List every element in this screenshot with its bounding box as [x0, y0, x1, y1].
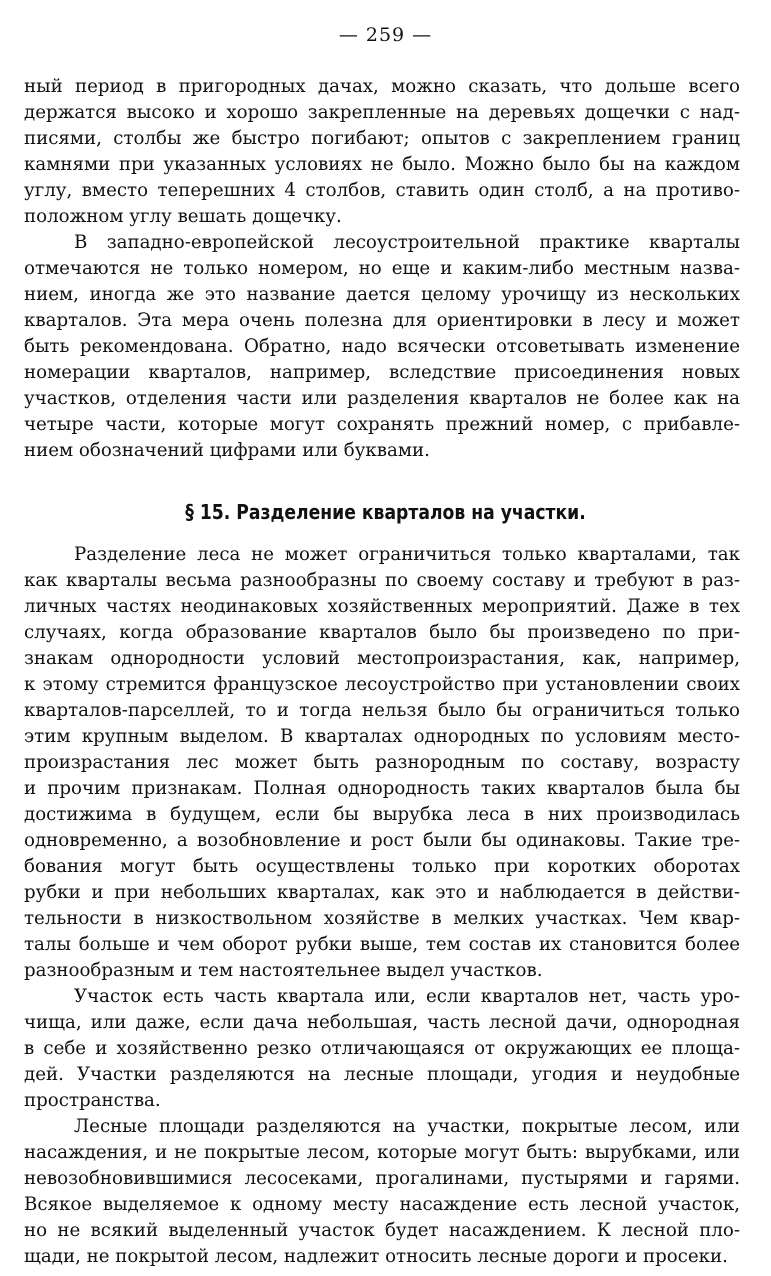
- text-line: достижима в будущем, если бы вырубка леса в них производилась: [24, 804, 740, 825]
- text-line: отмечаются не только номером, но еще и каким-либо местным назва-: [24, 258, 740, 279]
- text-line: участков, отделения части или разделения кварталов не более как на: [24, 388, 740, 409]
- text-line: держатся высоко и хорошо закрепленные на деревьях дощечки с над-: [24, 102, 740, 123]
- text-line: знакам однородности условий местопроизрастания, как, например,: [24, 648, 740, 669]
- paragraph: [24, 230, 740, 464]
- text-line: Всякое выделяемое к одному месту насаждение есть лесной участок,: [24, 1194, 740, 1215]
- text-line: личных частях неодинаковых хозяйственных мероприятий. Даже в тех: [24, 596, 740, 617]
- text-line: писями, столбы же быстро погибают; опытов с закреплением границ: [24, 128, 740, 149]
- text-line: номерации кварталов, например, вследствие присоединения новых: [24, 362, 740, 383]
- text-line: пространства.: [24, 1090, 161, 1111]
- text-line: нием обозначений цифрами или буквами.: [24, 440, 430, 461]
- text-line: нием, иногда же это название дается целому урочищу из нескольких: [24, 284, 740, 305]
- text-line: кварталов. Эта мера очень полезна для ориентировки в лесу и может: [24, 310, 740, 331]
- text-line: камнями при указанных условиях не было. Можно было бы на каждом: [24, 154, 740, 175]
- text-line: в себе и хозяйственно резко отличающаяся от окружающих ее площа-: [24, 1038, 740, 1059]
- text-line: тельности в низкоствольном хозяйстве в мелких участках. Чем квар-: [24, 908, 740, 929]
- text-line: но не всякий выделенный участок будет насаждением. К лесной пло-: [24, 1220, 740, 1241]
- text-line: рубки и при небольших кварталах, как это и наблюдается в действи-: [24, 882, 740, 903]
- paragraph: [24, 1114, 740, 1270]
- text-block-bottom: [24, 542, 740, 1270]
- text-line: бования могут быть осуществлены только при коротких оборотах: [24, 856, 740, 877]
- text-line: дей. Участки разделяются на лесные площади, угодия и неудобные: [24, 1064, 740, 1085]
- text-line: и прочим признакам. Полная однородность таких кварталов была бы: [24, 778, 740, 799]
- text-line: щади, не покрытой лесом, надлежит относить лесные дороги и просеки.: [24, 1246, 728, 1267]
- text-line: случаях, когда образование кварталов было бы произведено по при-: [24, 622, 740, 643]
- text-line: чища, или даже, если дача небольшая, часть лесной дачи, однородная: [24, 1012, 740, 1033]
- text-line: углу, вместо теперешних 4 столбов, ставить один столб, а на противо-: [24, 180, 740, 201]
- text-line: как кварталы весьма разнообразны по своему составу и требуют в раз-: [24, 570, 740, 591]
- text-line: Разделение леса не может ограничиться только кварталами, так: [74, 544, 740, 565]
- text-line: В западно-европейской лесоустроительной практике кварталы: [74, 232, 740, 253]
- text-line: быть рекомендована. Обратно, надо всячески отсоветывать изменение: [24, 336, 740, 357]
- paragraph: [24, 984, 740, 1114]
- section-heading: § 15. Разделение кварталов на участки.: [185, 500, 586, 524]
- text-line: кварталов-парселлей, то и тогда нельзя было бы ограничиться только: [24, 700, 740, 721]
- text-line: талы больше и чем оборот рубки выше, тем состав их становится более: [24, 934, 740, 955]
- text-line: Лесные площади разделяются на участки, покрытые лесом, или: [74, 1116, 740, 1137]
- text-line: ный период в пригородных дачах, можно сказать, что дольше всего: [24, 76, 740, 97]
- page-number: — 259 —: [338, 24, 433, 46]
- text-line: произрастания лес может быть разнородным по составу, возрасту: [24, 752, 740, 773]
- text-line: этим крупным выделом. В кварталах однородных по условиям место-: [24, 726, 740, 747]
- text-line: разнообразным и тем настоятельнее выдел участков.: [24, 960, 543, 981]
- text-line: насаждения, и не покрытые лесом, которые могут быть: вырубками, или: [24, 1142, 740, 1163]
- paragraph: [24, 74, 740, 230]
- text-line: одновременно, а возобновление и рост были бы одинаковы. Такие тре-: [24, 830, 740, 851]
- text-line: положном углу вешать дощечку.: [24, 206, 342, 227]
- text-line: Участок есть часть квартала или, если кварталов нет, часть уро-: [74, 986, 740, 1007]
- text-line: четыре части, которые могут сохранять прежний номер, с прибавле-: [24, 414, 740, 435]
- text-line: к этому стремится французское лесоустройство при установлении своих: [24, 674, 740, 695]
- text-line: невозобновившимися лесосеками, прогалинами, пустырями и гарями.: [24, 1168, 740, 1189]
- text-block-top: [24, 74, 740, 464]
- paragraph: [24, 542, 740, 984]
